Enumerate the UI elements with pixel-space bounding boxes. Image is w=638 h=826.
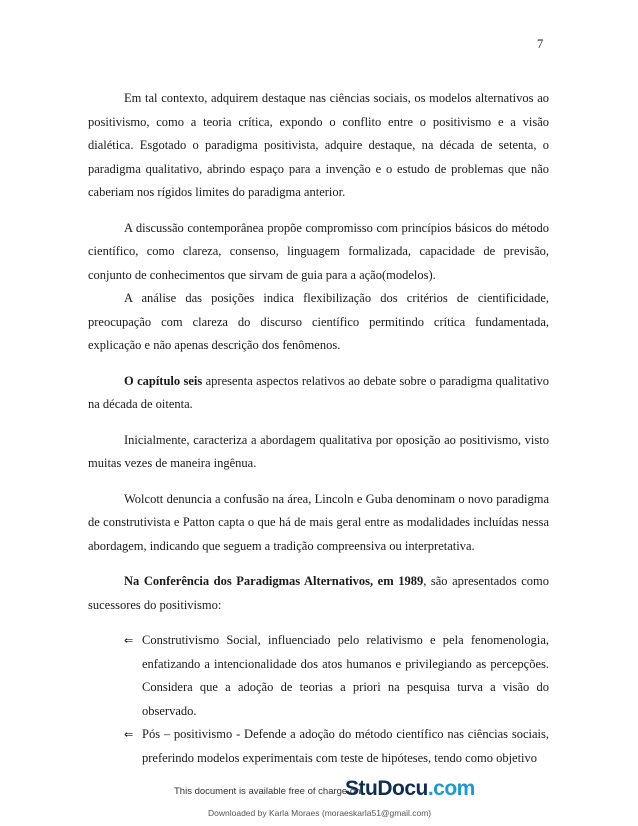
arrow-left-icon: ⇐ <box>124 728 134 741</box>
list-item-text: Construtivismo Social, influenciado pelo relativismo e pela fenomenologia, enfatizando a intencionalidade dos atos humanos e privilegiando as percepções. Considera que a adoção de teorias a priori na pesquisa turva a visão do observado. <box>142 633 549 718</box>
studocu-logo[interactable] <box>345 777 475 801</box>
paragraph <box>88 570 549 617</box>
list-item <box>124 629 549 723</box>
bold-heading: O capítulo seis <box>124 373 203 388</box>
arrow-left-icon: ⇐ <box>124 634 134 647</box>
paragraph: A discussão contemporânea propõe compromisso com princípios básicos do método científico, como clareza, consenso, linguagem formalizada, capacidade de previsão, conjunto de conhecimentos que sirvam de guia para a ação(modelos). <box>88 220 549 282</box>
paragraph: A análise das posições indica flexibilização dos critérios de cientificidade, preocupação com clareza do discurso científico permitindo crítica fundamentada, explicação e não apenas descrição dos fenômenos. <box>88 291 549 352</box>
list-item-text: Pós – positivismo - Defende a adoção do método científico nas ciências sociais, preferindo modelos experimentais com teste de hipóteses, tendo como objetivo <box>142 727 549 765</box>
paragraph: Em tal contexto, adquirem destaque nas ciências sociais, os modelos alternativos ao positivismo, como a teoria crítica, expondo o conflito entre o positivismo e a visão dialética. Esgotado o paradigma positivista, adquire destaque, na década de setenta, o paradigma qualitativo, abrindo espaço para a invenção e o estudo de problemas que não caberiam nos rígidos limites do paradigma anterior. <box>88 91 549 199</box>
bold-heading: Na Conferência dos Paradigmas Alternativos, em 1989 <box>124 574 424 588</box>
paragraph: Inicialmente, caracteriza a abordagem qualitativa por oposição ao positivismo, visto muitas vezes de maneira ingênua. <box>88 432 549 470</box>
paragraph <box>88 370 549 417</box>
logo-text: StuDocu <box>345 777 428 800</box>
logo-suffix: .com <box>427 777 475 800</box>
list-item <box>124 723 549 770</box>
document-body <box>88 87 549 770</box>
page-number: 7 <box>537 37 544 51</box>
download-notice: Downloaded by Karla Moraes (moraeskarla51@gmail.com) <box>208 808 432 818</box>
paragraph-text: , são apresentados como sucessores do positivismo: <box>88 574 549 612</box>
footer-notice: This document is available free of charge on <box>174 786 361 797</box>
paragraph-text: apresenta aspectos relativos ao debate sobre o paradigma qualitativo na década de oitenta. <box>88 373 549 411</box>
bullet-list <box>88 629 549 770</box>
paragraph: Wolcott denuncia a confusão na área, Lincoln e Guba denominam o novo paradigma de construtivista e Patton capta o que há de mais geral entre as modalidades incluídas nessa abordagem, indicando que seguem a tradição compreensiva ou interpretativa. <box>88 491 549 553</box>
